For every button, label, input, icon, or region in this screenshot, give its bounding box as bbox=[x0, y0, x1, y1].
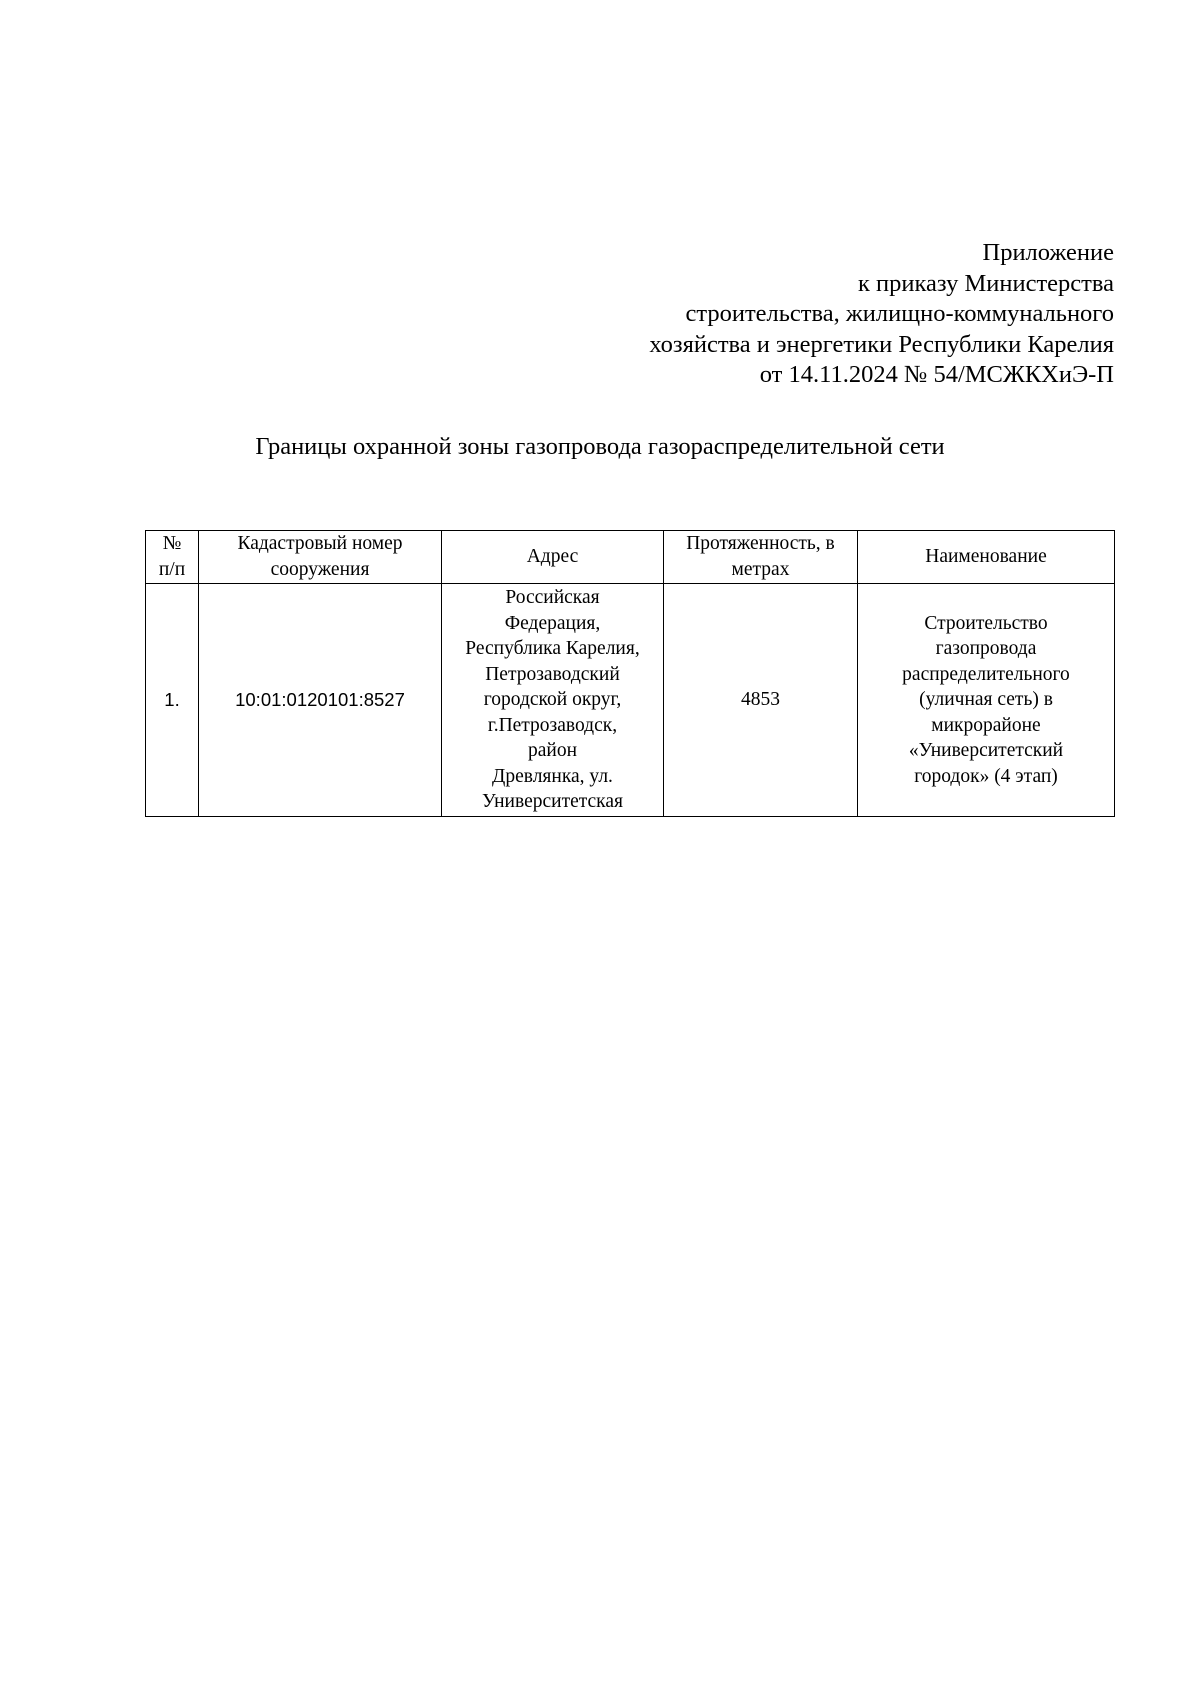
name-line: (уличная сеть) в bbox=[919, 689, 1053, 710]
header-cadastral-number bbox=[199, 531, 442, 584]
appendix-line: хозяйства и энергетики Республики Карелия bbox=[649, 330, 1114, 358]
header-line: сооружения bbox=[270, 558, 370, 580]
address-line: Древлянка, ул. bbox=[492, 765, 613, 787]
document-title: Границы охранной зоны газопровода газораспределительной сети bbox=[255, 433, 945, 460]
name-line: «Университетский bbox=[908, 740, 1064, 761]
header-line: Наименование bbox=[925, 545, 1047, 567]
address-line: Федерация, bbox=[504, 612, 601, 634]
header-line: № bbox=[162, 533, 182, 554]
header-line: п/п bbox=[158, 558, 186, 580]
header-address bbox=[442, 531, 664, 584]
appendix-line: к приказу Министерства bbox=[858, 269, 1114, 297]
name-line: газопровода bbox=[935, 638, 1037, 659]
cell-name bbox=[858, 584, 1115, 817]
header-length bbox=[664, 531, 858, 584]
address-line: Российская bbox=[505, 587, 600, 608]
cell-cadastral-number: 10:01:0120101:8527 bbox=[199, 584, 442, 817]
appendix-line: от 14.11.2024 № 54/МСЖКХиЭ-П bbox=[759, 361, 1114, 388]
header-line: метрах bbox=[731, 558, 790, 580]
address-line: Петрозаводский bbox=[485, 663, 620, 685]
table-row bbox=[146, 584, 1115, 817]
header-line: Протяженность, в bbox=[686, 533, 835, 554]
name-line: городок» (4 этап) bbox=[914, 765, 1058, 787]
cell-number: 1. bbox=[146, 584, 199, 817]
cell-length: 4853 bbox=[664, 584, 858, 817]
header-name bbox=[858, 531, 1115, 584]
appendix-line: строительства, жилищно-коммунального bbox=[685, 300, 1114, 327]
address-line: г.Петрозаводск, bbox=[487, 714, 618, 736]
address-line: Университетская bbox=[482, 791, 623, 812]
cell-address bbox=[442, 584, 664, 817]
header-line: Адрес bbox=[526, 545, 579, 567]
table-header-row bbox=[146, 531, 1115, 584]
name-line: распределительного bbox=[902, 663, 1070, 685]
protection-zone-table bbox=[145, 530, 1115, 817]
header-line: Кадастровый номер bbox=[237, 533, 403, 554]
name-line: Строительство bbox=[924, 612, 1048, 634]
appendix-header bbox=[414, 238, 1114, 391]
header-number bbox=[146, 531, 199, 584]
address-line: городской округ, bbox=[483, 689, 622, 710]
address-line: район bbox=[527, 740, 578, 761]
appendix-line: Приложение bbox=[982, 239, 1114, 266]
name-line: микрорайоне bbox=[931, 714, 1041, 736]
address-line: Республика Карелия, bbox=[465, 638, 640, 659]
